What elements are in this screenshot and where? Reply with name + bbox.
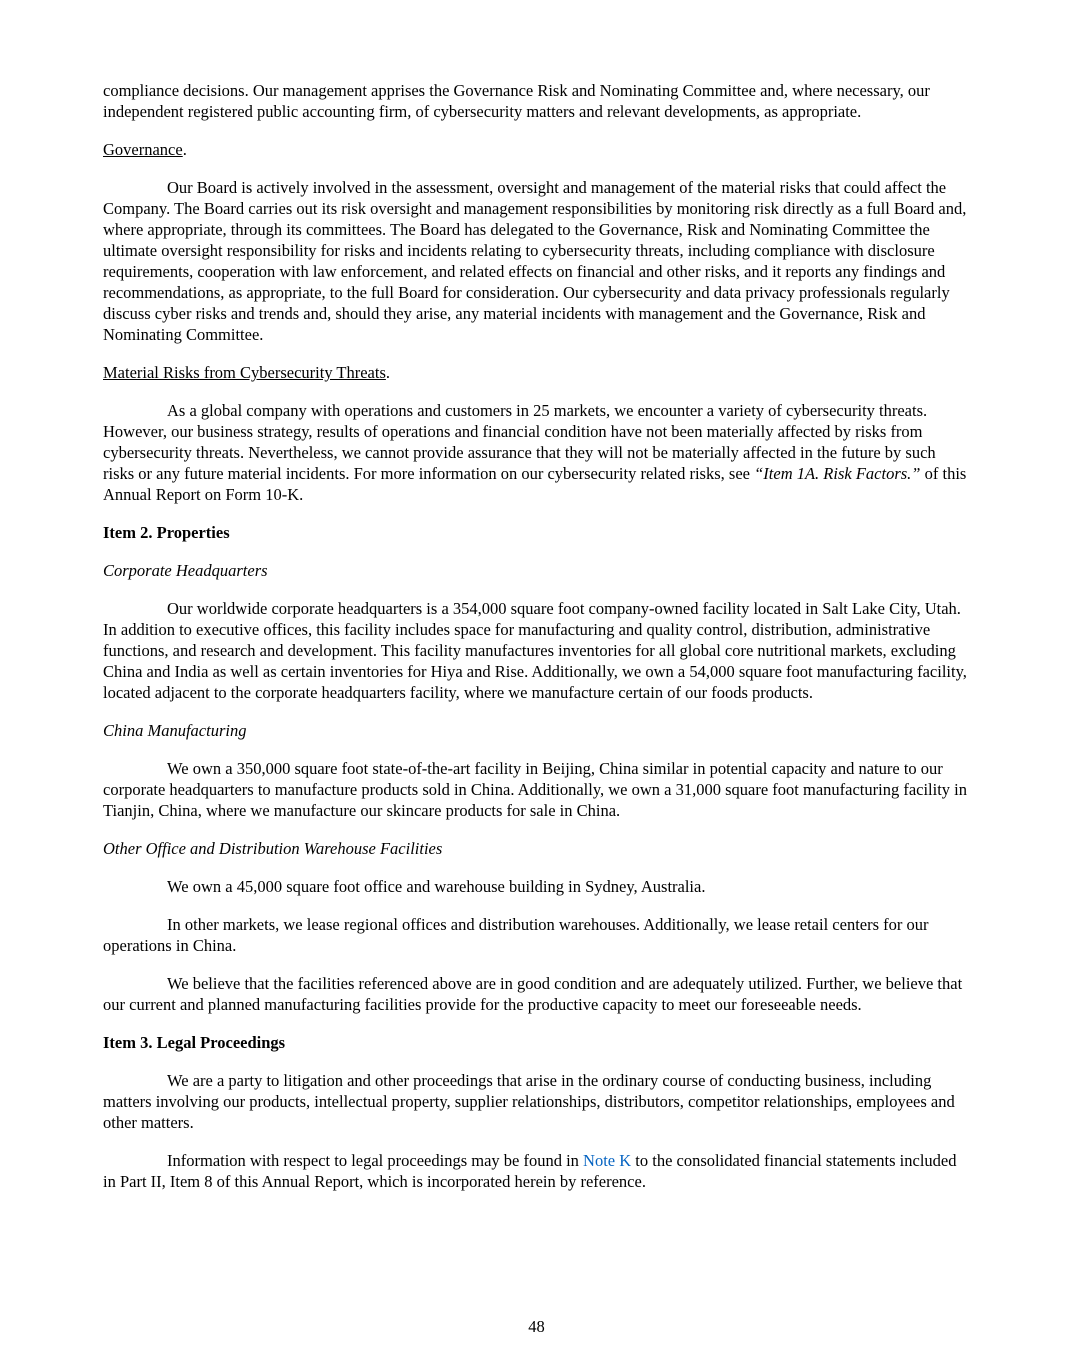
- italic-heading: [103, 838, 970, 859]
- text-run: of this Annual Report on Form 10-K.: [103, 464, 967, 504]
- document-body: [103, 80, 970, 1209]
- text-run: Information with respect to legal proceedings may be found in: [167, 1151, 584, 1170]
- paragraph: [103, 973, 970, 1015]
- paragraph: [103, 598, 970, 703]
- text-run: compliance decisions. Our management apprises the Governance Risk and Nominating Committee and, where necessary, our independent registered public accounting firm, of cybersecurity matters and relevant developments, as appropriate.: [103, 81, 930, 121]
- page-number: 48: [528, 1317, 545, 1336]
- text-run: Material Risks from Cybersecurity Threats: [103, 363, 386, 382]
- paragraph: [103, 914, 970, 956]
- italic-heading: [103, 560, 970, 581]
- underlined-heading: [103, 362, 970, 383]
- text-run: We own a 45,000 square foot office and warehouse building in Sydney, Australia.: [167, 877, 706, 896]
- text-run: We own a 350,000 square foot state-of-the-art facility in Beijing, China similar in potential capacity and nature to our corporate headquarters to manufacture products sold in China. Additionally, we own a 31,000 square foot manufacturing facility in Tianjin, China, where we manufacture our skincare products for sale in China.: [103, 759, 968, 820]
- italic-heading: [103, 720, 970, 741]
- paragraph: [103, 400, 970, 505]
- text-run: We believe that the facilities referenced above are in good condition and are adequately utilized. Further, we believe that our current and planned manufacturing facilities provide for the productive capacity to meet our foreseeable needs.: [103, 974, 963, 1014]
- text-run: Item 2. Properties: [103, 523, 230, 542]
- bold-heading: [103, 1032, 970, 1053]
- paragraph: [103, 80, 970, 122]
- paragraph: [103, 1070, 970, 1133]
- text-run: Other Office and Distribution Warehouse Facilities: [103, 839, 443, 858]
- text-run: “Item 1A. Risk Factors.”: [754, 464, 921, 483]
- text-run: .: [385, 363, 391, 382]
- text-run: Item 3. Legal Proceedings: [103, 1033, 286, 1052]
- text-run: to the consolidated financial statements included in Part II, Item 8 of this Annual Report, which is incorporated herein by reference.: [103, 1151, 957, 1191]
- text-run: .: [182, 140, 187, 159]
- text-run: Corporate Headquarters: [103, 561, 268, 580]
- paragraph: [103, 177, 970, 345]
- underlined-heading: [103, 139, 970, 160]
- paragraph: [103, 876, 970, 897]
- text-run: Governance: [103, 140, 183, 159]
- bold-heading: [103, 522, 970, 543]
- paragraph: [103, 1150, 970, 1192]
- text-run: We are a party to litigation and other proceedings that arise in the ordinary course of conducting business, including matters involving our products, intellectual property, supplier relationships, distributors, competitor relationships, employees and other matters.: [103, 1071, 955, 1132]
- text-run: Our worldwide corporate headquarters is a 354,000 square foot company-owned facility located in Salt Lake City, Utah. In addition to executive offices, this facility includes space for manufacturing and quality control, distribution, administrative functions, and research and development. This facility manufactures inventories for all global core nutritional markets, excluding China and India as well as certain inventories for Hiya and Rise. Additionally, we own a 54,000 square foot manufacturing facility, located adjacent to the corporate headquarters facility, where we manufacture certain of our foods products.: [103, 599, 967, 702]
- text-run: Our Board is actively involved in the assessment, oversight and management of the material risks that could affect the Company. The Board carries out its risk oversight and management responsibilities by monitoring risk directly as a full Board and, where appropriate, through its committees. The Board has delegated to the Governance, Risk and Nominating Committee the ultimate oversight responsibility for risks and incidents relating to cybersecurity threats, including compliance with disclosure requirements, cooperation with law enforcement, and related effects on financial and other risks, and it reports any findings and recommendations, as appropriate, to the full Board for consideration. Our cybersecurity and data privacy professionals regularly discuss cyber risks and trends and, should they arise, any material incidents with management and the Governance, Risk and Nominating Committee.: [103, 178, 967, 344]
- text-run: In other markets, we lease regional offices and distribution warehouses. Additionally, we lease retail centers for our operations in China.: [103, 915, 929, 955]
- text-run: China Manufacturing: [103, 721, 247, 740]
- paragraph: [103, 758, 970, 821]
- text-run: As a global company with operations and customers in 25 markets, we encounter a variety of cybersecurity threats. However, our business strategy, results of operations and financial condition have not been materially affected by risks from cybersecurity threats. Nevertheless, we cannot provide assurance that they will not be materially affected in the future by such risks or any future material incidents. For more information on our cybersecurity related risks, see: [103, 401, 936, 483]
- note-k-link[interactable]: Note K: [583, 1151, 632, 1170]
